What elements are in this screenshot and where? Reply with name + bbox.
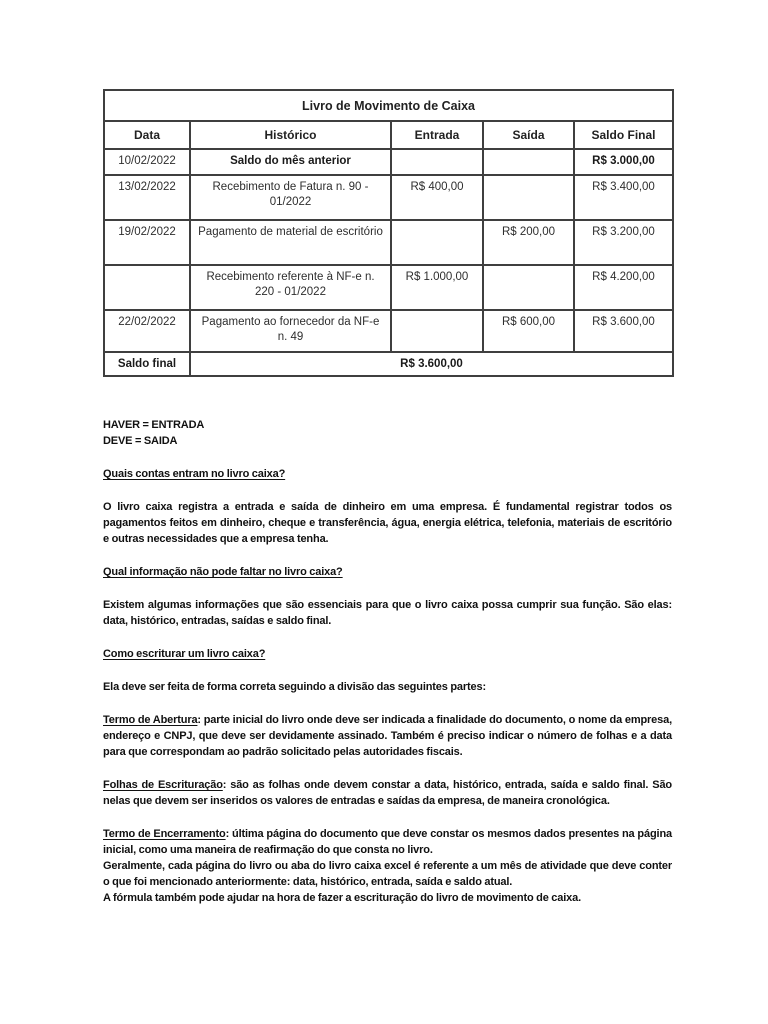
- col-header-entrada: Entrada: [391, 121, 483, 149]
- footer-label: Saldo final: [104, 352, 190, 376]
- text-termo-encerramento: : última página do documento que deve constar os mesmos dados presentes na página inicial, como uma maneira de reafirmação do que consta no livro.: [103, 828, 672, 856]
- table-row: [104, 265, 673, 310]
- cell-entrada: R$ 1.000,00: [391, 265, 483, 310]
- cell-historico: Pagamento de material de escritório: [190, 220, 391, 265]
- cell-data: [104, 265, 190, 310]
- text-geralmente: Geralmente, cada página do livro ou aba do livro caixa excel é referente a um mês de atividade que deve conter o que foi mencionado anteriormente: data, histórico, entrada, saída e saldo atual.: [103, 860, 672, 888]
- table-row: [104, 220, 673, 265]
- cell-data: 19/02/2022: [104, 220, 190, 265]
- term-folhas-escrituracao: Folhas de Escrituração: [103, 779, 223, 791]
- cell-saldo: R$ 3.000,00: [574, 149, 673, 175]
- text-folhas-escrituracao: : são as folhas onde devem constar a data, histórico, entrada, saída e saldo final. São nelas que devem ser inseridos os valores de entradas e saídas da empresa, de maneira cronológica.: [103, 779, 672, 807]
- table-row: [104, 310, 673, 352]
- footer-value: R$ 3.600,00: [190, 352, 673, 376]
- cell-entrada: [391, 310, 483, 352]
- cell-saida: R$ 200,00: [483, 220, 574, 265]
- cell-saldo: R$ 3.600,00: [574, 310, 673, 352]
- heading-quais-contas: Quais contas entram no livro caixa?: [103, 468, 286, 480]
- paragraph-quais-contas: O livro caixa registra a entrada e saída de dinheiro em uma empresa. É fundamental registrar todos os pagamentos feitos em dinheiro, cheque e transferência, água, energia elétrica, telefonia, materiais de escritório e outras necessidades que a empresa tenha.: [103, 501, 672, 545]
- haver-note: HAVER = ENTRADA: [103, 419, 205, 431]
- cell-data: 13/02/2022: [104, 175, 190, 220]
- cell-data: 22/02/2022: [104, 310, 190, 352]
- cell-saida: [483, 265, 574, 310]
- paragraph-termo-encerramento: [103, 826, 672, 906]
- term-termo-encerramento: Termo de Encerramento: [103, 828, 226, 840]
- haver-deve-notes: [103, 417, 672, 449]
- paragraph-intro-escriturar: Ela deve ser feita de forma correta seguindo a divisão das seguintes partes:: [103, 681, 486, 693]
- table-title: Livro de Movimento de Caixa: [104, 90, 673, 121]
- cash-book-table: [103, 89, 674, 377]
- cell-entrada: R$ 400,00: [391, 175, 483, 220]
- cell-historico: Saldo do mês anterior: [190, 149, 391, 175]
- table-row: [104, 149, 673, 175]
- table-footer-row: [104, 352, 673, 376]
- table-row: [104, 175, 673, 220]
- col-header-historico: Histórico: [190, 121, 391, 149]
- col-header-saldo-final: Saldo Final: [574, 121, 673, 149]
- cell-historico: Recebimento referente à NF-e n. 220 - 01/2022: [190, 265, 391, 310]
- cell-saldo: R$ 4.200,00: [574, 265, 673, 310]
- term-termo-abertura: Termo de Abertura: [103, 714, 198, 726]
- col-header-data: Data: [104, 121, 190, 149]
- cell-saldo: R$ 3.400,00: [574, 175, 673, 220]
- cell-entrada: [391, 149, 483, 175]
- table-title-row: [104, 90, 673, 121]
- cell-historico: Recebimento de Fatura n. 90 - 01/2022: [190, 175, 391, 220]
- text-termo-abertura: : parte inicial do livro onde deve ser indicada a finalidade do documento, o nome da empresa, endereço e CNPJ, que deve ser devidamente assinado. Também é preciso indicar o número de folhas e a data para que correspondam ao padrão solicitado pelas autoridades fiscais.: [103, 714, 672, 758]
- paragraph-termo-abertura: [103, 712, 672, 760]
- cell-saida: [483, 175, 574, 220]
- text-formula: A fórmula também pode ajudar na hora de fazer a escrituração do livro de movimento de caixa.: [103, 892, 581, 904]
- cell-saida: [483, 149, 574, 175]
- heading-como-escriturar: Como escriturar um livro caixa?: [103, 648, 266, 660]
- col-header-saida: Saída: [483, 121, 574, 149]
- cell-historico: Pagamento ao fornecedor da NF-e n. 49: [190, 310, 391, 352]
- cell-saldo: R$ 3.200,00: [574, 220, 673, 265]
- heading-qual-informacao: Qual informação não pode faltar no livro caixa?: [103, 566, 343, 578]
- paragraph-qual-informacao: Existem algumas informações que são essenciais para que o livro caixa possa cumprir sua função. São elas: data, histórico, entradas, saídas e saldo final.: [103, 599, 672, 627]
- table-header-row: [104, 121, 673, 149]
- deve-note: DEVE = SAIDA: [103, 435, 178, 447]
- cell-saida: R$ 600,00: [483, 310, 574, 352]
- cell-data: 10/02/2022: [104, 149, 190, 175]
- paragraph-folhas-escrituracao: [103, 777, 672, 809]
- cell-entrada: [391, 220, 483, 265]
- body-text: [103, 417, 672, 923]
